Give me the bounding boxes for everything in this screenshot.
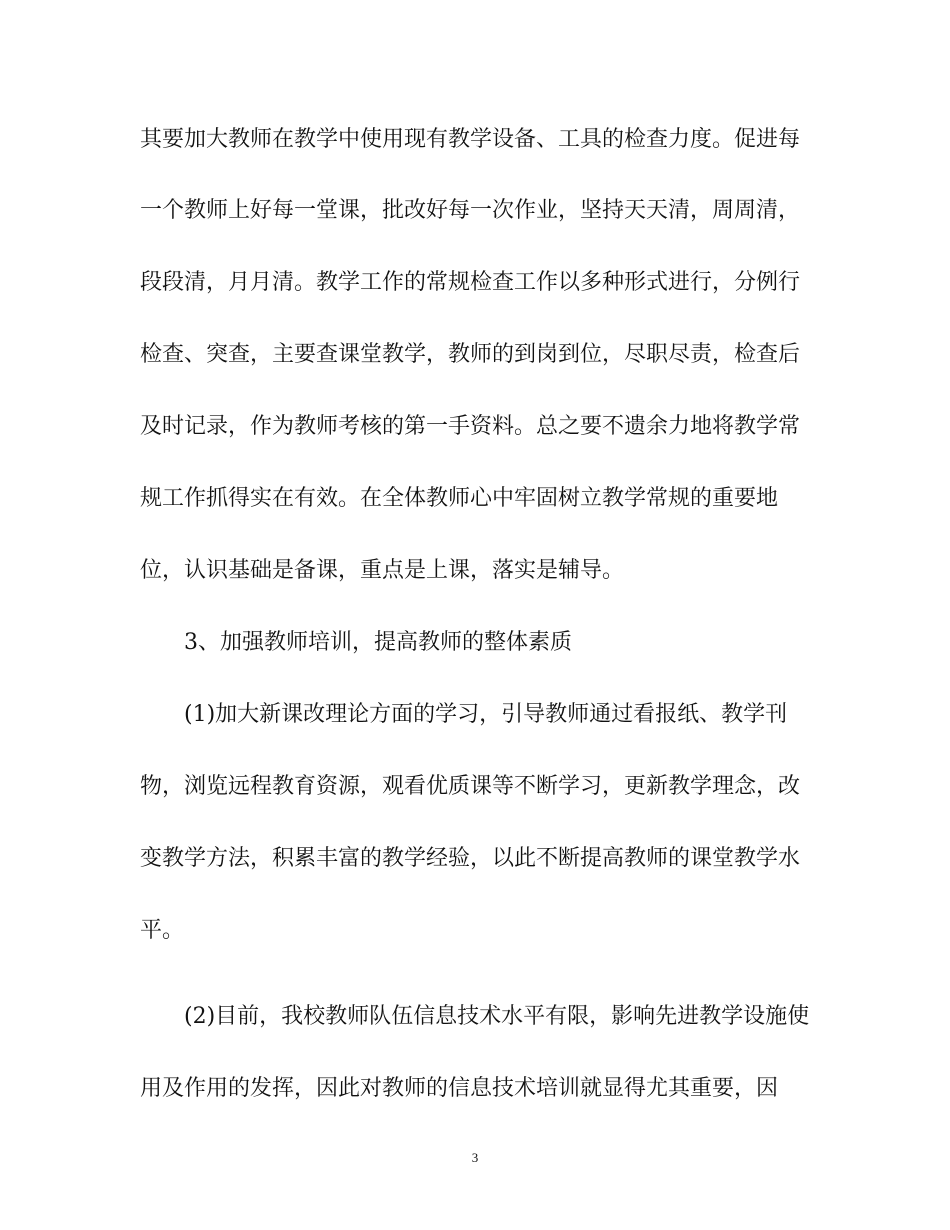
body-text-line: 变教学方法，积累丰富的教学经验，以此不断提高教师的课堂教学水 [140, 846, 801, 871]
body-text-line: 物，浏览远程教育资源，观看优质课等不断学习，更新教学理念，改 [140, 774, 801, 799]
page-number: 3 [471, 1150, 479, 1165]
body-text-line: 位，认识基础是备课，重点是上课，落实是辅导。 [140, 558, 625, 583]
body-text-line: (2)目前，我校教师队伍信息技术水平有限，影响先进教学设施使 [184, 1004, 810, 1029]
body-text-line: 其要加大教师在教学中使用现有教学设备、工具的检查力度。促进每 [140, 127, 801, 152]
body-text-line: 一个教师上好每一堂课，批改好每一次作业，坚持天天清，周周清， [140, 198, 801, 223]
body-text-line: 规工作抓得实在有效。在全体教师心中牢固树立教学常规的重要地 [140, 486, 779, 511]
body-text-line: 检查、突查，主要查课堂教学，教师的到岗到位，尽职尽责，检查后 [140, 342, 801, 367]
section-heading: 3、加强教师培训，提高教师的整体素质 [184, 630, 572, 655]
body-text-line: 段段清，月月清。教学工作的常规检查工作以多种形式进行，分例行 [140, 270, 801, 295]
body-text-line: (1)加大新课改理论方面的学习，引导教师通过看报纸、教学刊 [184, 702, 788, 727]
body-text-line: 及时记录，作为教师考核的第一手资料。总之要不遗余力地将教学常 [140, 414, 801, 439]
body-text-line: 平。 [140, 918, 185, 943]
body-text-line: 用及作用的发挥，因此对教师的信息技术培训就显得尤其重要，因 [140, 1076, 779, 1101]
